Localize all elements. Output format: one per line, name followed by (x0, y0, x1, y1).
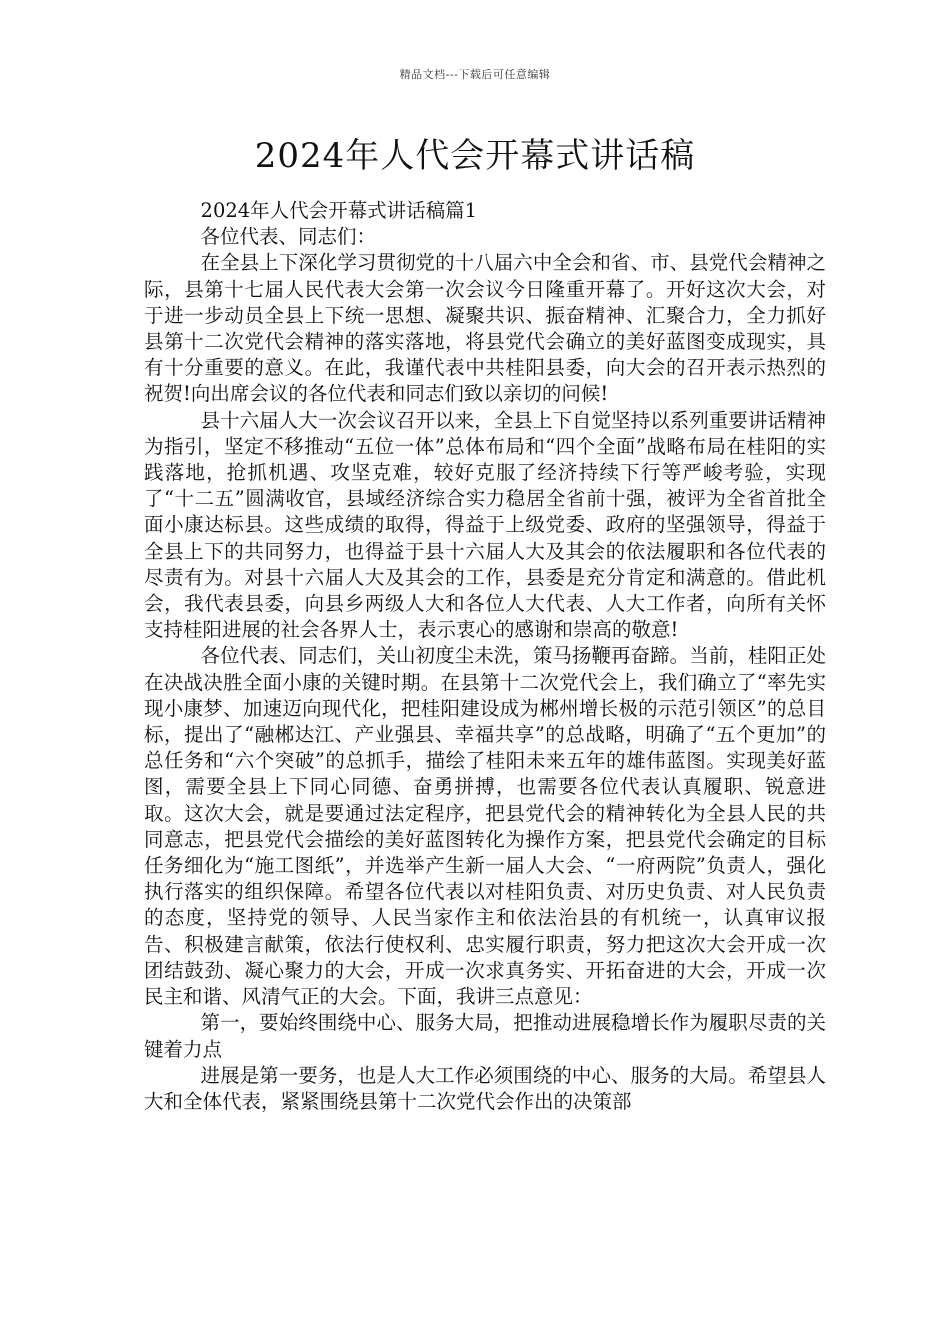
paragraph-2: 县十六届人大一次会议召开以来，全县上下自觉坚持以系列重要讲话精神为指引，坚定不移推动“五位一体”总体布局和“四个全面”战略布局在桂阳的实践落地，抢抓机遇、攻坚克难，较好克服了经济持续下行等严峻考验，实现了“十二五”圆满收官，县域经济综合实力稳居全省前十强，被评为全省首批全面小康达标县。这些成绩的取得，得益于上级党委、政府的坚强领导，得益于全县上下的共同努力，也得益于县十六届人大及其会的依法履职和各位代表的尽责有为。对县十六届人大及其会的工作，县委是充分肯定和满意的。借此机会，我代表县委，向县乡两级人大和各位人大代表、人大工作者，向所有关怀支持桂阳进展的社会各界人士，表示衷心的感谢和崇高的敬意! (144, 408, 826, 642)
salutation: 各位代表、同志们： (200, 225, 377, 249)
header-note: 精品文档---下载后可任意编辑 (399, 68, 551, 81)
document-body (144, 198, 826, 1115)
paragraph-3: 各位代表、同志们，关山初度尘未洗，策马扬鞭再奋蹄。当前，桂阳正处在决战决胜全面小康的关键时期。在县第十二次党代会上，我们确立了“率先实现小康梦、加速迈向现代化，把桂阳建设成为郴州增长极的示范引领区”的总目标，提出了“融郴达江、产业强县、幸福共享”的总战略，明确了“五个更加”的总任务和“六个突破”的总抓手，描绘了桂阳未来五年的雄伟蓝图。实现美好蓝图，需要全县上下同心同德、奋勇拼搏，也需要各位代表认真履职、锐意进取。这次大会，就是要通过法定程序，把县党代会的精神转化为全县人民的共同意志，把县党代会描绘的美好蓝图转化为操作方案，把县党代会确定的目标任务细化为“施工图纸”，并选举产生新一届人大会、“一府两院”负责人，强化执行落实的组织保障。希望各位代表以对桂阳负责、对历史负责、对人民负责的态度，坚持党的领导、人民当家作主和依法治县的有机统一，认真审议报告、积极建言献策，依法行使权利、忠实履行职责，努力把这次大会开成一次团结鼓劲、凝心聚力的大会，开成一次求真务实、开拓奋进的大会，开成一次民主和谐、风清气正的大会。下面，我讲三点意见： (144, 644, 826, 1009)
paragraph-4: 进展是第一要务，也是人大工作必须围绕的中心、服务的大局。希望县人大和全体代表，紧紧围绕县第十二次党代会作出的决策部 (144, 1063, 826, 1113)
paragraph-1: 在全县上下深化学习贯彻党的十八届六中全会和省、市、县党代会精神之际，县第十七届人民代表大会第一次会议今日隆重开幕了。开好这次大会，对于进一步动员全县上下统一思想、凝聚共识、振奋精神、汇聚合力，全力抓好县第十二次党代会精神的落实落地，将县党代会确立的美好蓝图变成现实，具有十分重要的意义。在此，我谨代表中共桂阳县委，向大会的召开表示热烈的祝贺!向出席会议的各位代表和同志们致以亲切的问候! (144, 251, 826, 406)
document-title: 2024年人代会开幕式讲话稿 (254, 136, 696, 176)
section-heading-1: 第一，要始终围绕中心、服务大局，把推动进展稳增长作为履职尽责的关键着力点 (144, 1011, 826, 1061)
document-subtitle: 2024年人代会开幕式讲话稿篇1 (200, 199, 478, 222)
